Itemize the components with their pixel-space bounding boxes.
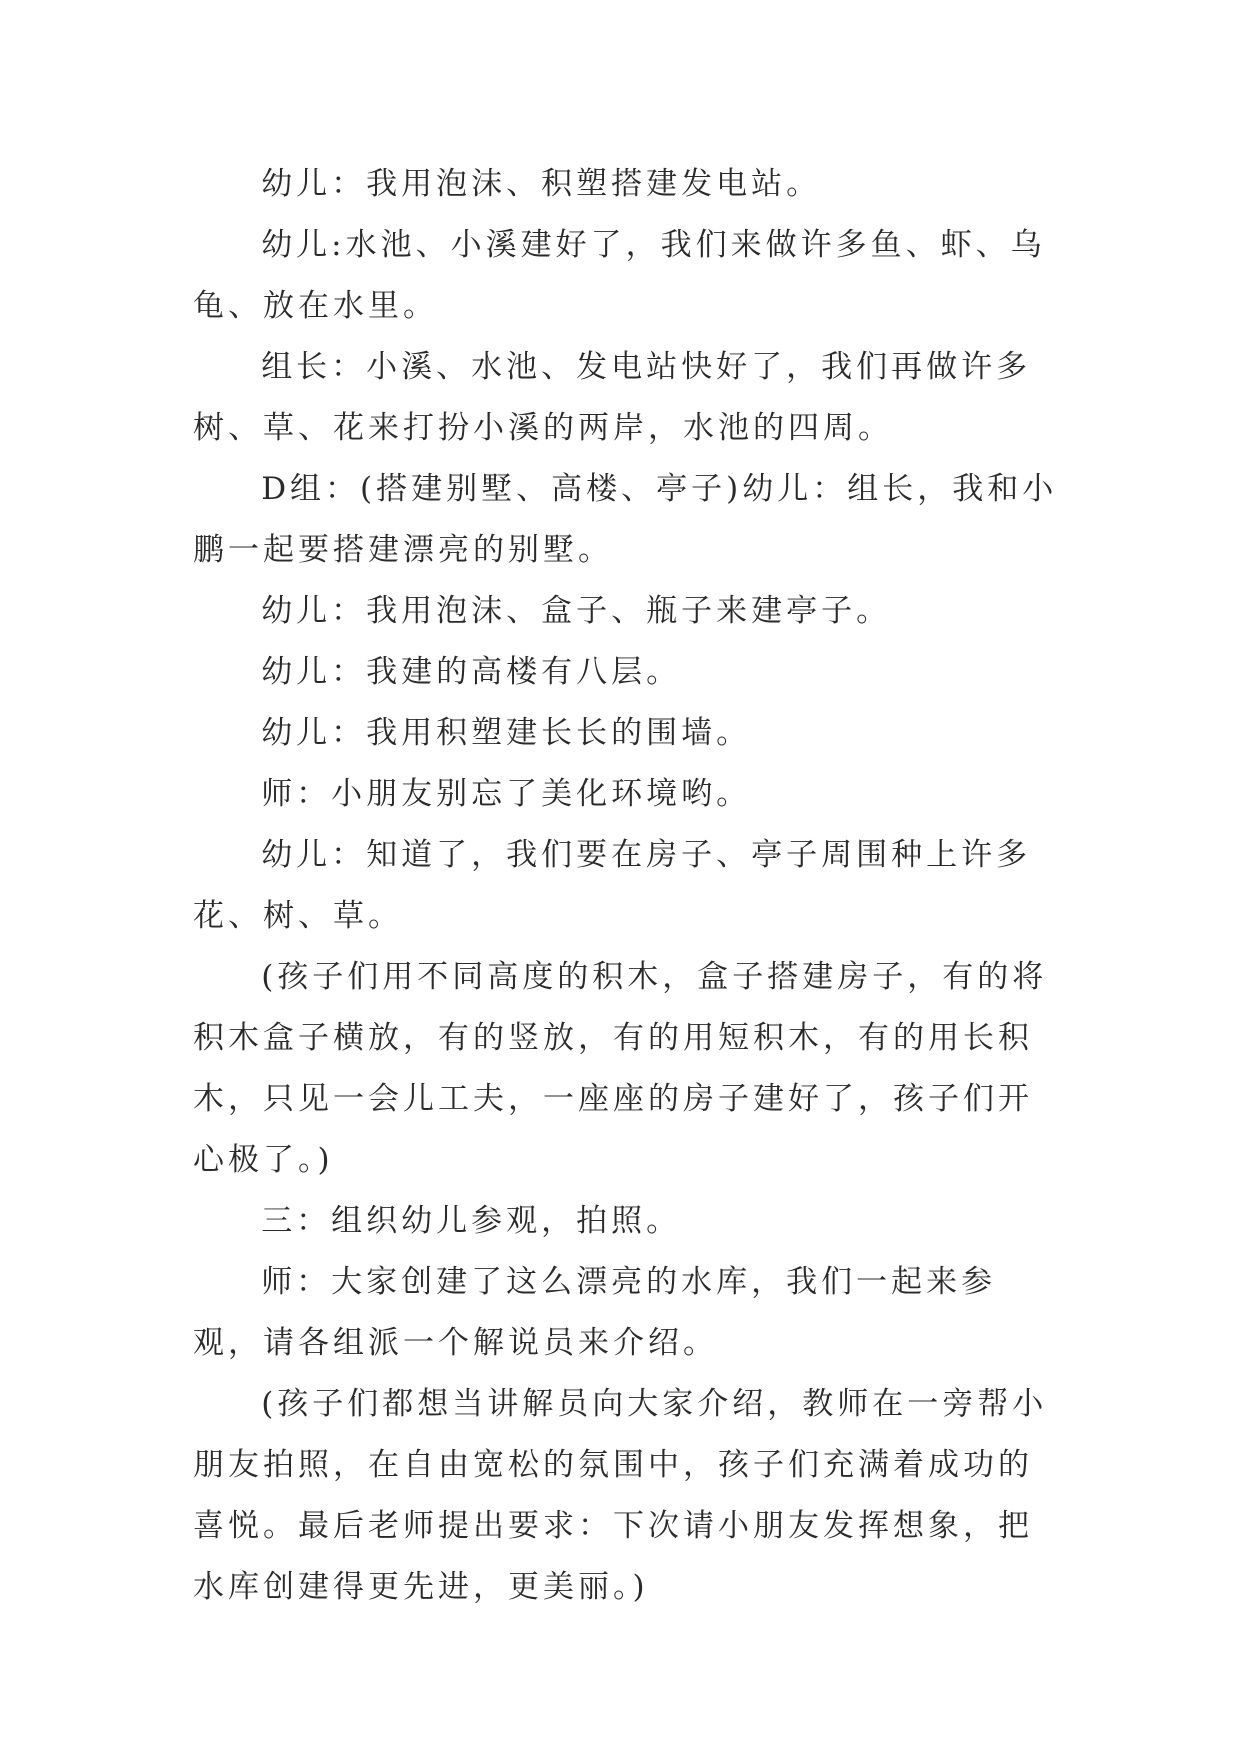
paragraph-children-guides: (孩子们都想当讲解员向大家介绍，教师在一旁帮小朋友拍照，在自由宽松的氛围中，孩子们充满着成功的喜悦。最后老师提出要求：下次请小朋友发挥想象，把水库创建得更先进，更美丽。): [193, 1386, 1048, 1605]
paragraph-teacher-visit: 师：大家创建了这么漂亮的水库，我们一起来参观，请各组派一个解说员来介绍。: [193, 1264, 997, 1361]
paragraph-child-pavilion: 幼儿：我用泡沫、盒子、瓶子来建亭子。: [261, 593, 892, 629]
paragraph-step-three: 三：组织幼儿参观，拍照。: [261, 1203, 682, 1239]
paragraph-group-leader: 组长：小溪、水池、发电站快好了，我们再做许多树、草、花来打扮小溪的两岸，水池的四周。: [193, 349, 1032, 446]
paragraph-group-d: D组：(搭建别墅、高楼、亭子)幼儿：组长，我和小鹏一起要搭建漂亮的别墅。: [193, 471, 1058, 568]
paragraph-child-pool-stream: 幼儿:水池、小溪建好了，我们来做许多鱼、虾、乌龟、放在水里。: [193, 227, 1046, 324]
paragraph-child-tall-building: 幼儿：我建的高楼有八层。: [261, 654, 682, 690]
paragraph-child-planting: 幼儿：知道了，我们要在房子、亭子周围种上许多花、树、草。: [193, 837, 1032, 934]
document-body: [193, 154, 1063, 1618]
paragraph-teacher-environment: 师：小朋友别忘了美化环境哟。: [261, 776, 752, 812]
paragraph-child-wall: 幼儿：我用积塑建长长的围墙。: [261, 715, 752, 751]
paragraph-child-power-station: 幼儿：我用泡沫、积塑搭建发电站。: [261, 166, 822, 202]
paragraph-children-building: (孩子们用不同高度的积木，盒子搭建房子，有的将积木盒子横放，有的竖放，有的用短积木，有的用长积木，只见一会儿工夫，一座座的房子建好了，孩子们开心极了。): [193, 959, 1048, 1178]
